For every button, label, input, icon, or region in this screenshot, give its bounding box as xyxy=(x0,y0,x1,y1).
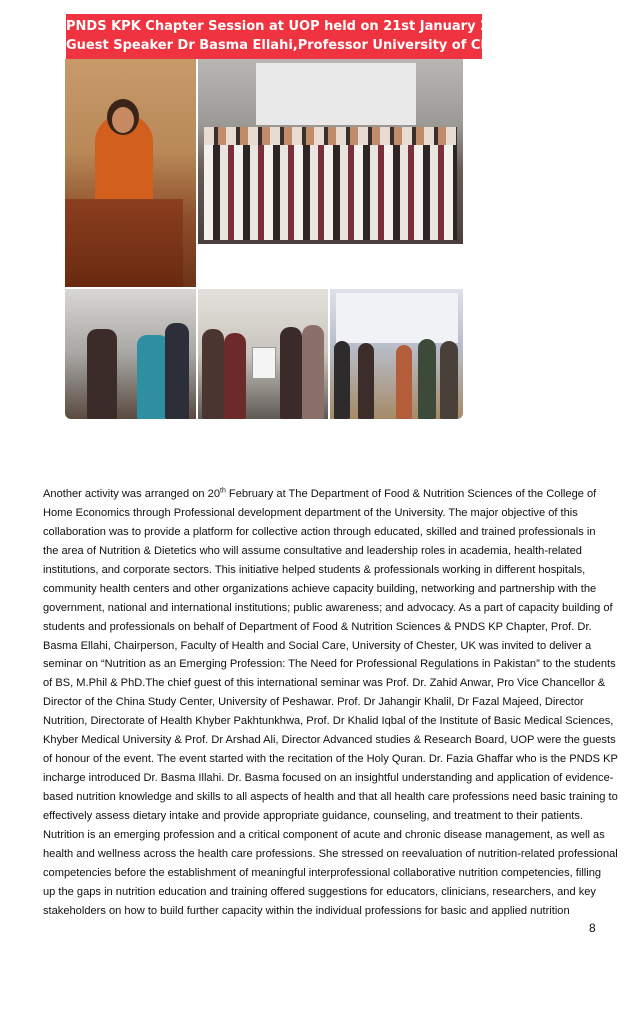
speaker-face xyxy=(112,107,134,133)
ordinal-suffix: th xyxy=(220,487,226,495)
article-line: Basma Ellahi, Chairperson, Faculty of Health and Social Care, University of Chester, UK was invited to deliver a xyxy=(43,639,592,652)
article-line: of BS, M.Phil & PhD.The chief guest of this international seminar was Prof. Dr. Zahid Anwar, Pro Vice Chancellor & xyxy=(43,677,606,690)
plaque-photo xyxy=(198,289,328,419)
article-line: stakeholders on how to build further capacity within the individual professions for basic and applied nutrition xyxy=(43,904,570,917)
article-line: up the gaps in nutrition education and training offered suggestions for educators, clinicians, researchers, and key xyxy=(43,885,596,898)
person-figure xyxy=(302,325,324,419)
page-number: 8 xyxy=(589,921,596,935)
podium xyxy=(65,199,183,287)
person-figure xyxy=(396,345,412,419)
article-line: Nutrition, Directorate of Health Khyber Pakhtunkhwa, Prof. Dr Khalid Iqbal of the Institute of Basic Medical Sciences, xyxy=(43,715,614,728)
article-line-1-end: February at The Department of Food & Nutrition Sciences of the College of xyxy=(225,488,597,500)
article-line: students and professionals on behalf of Department of Food & Nutrition Sciences & PNDS KP Chapter, Prof. Dr. xyxy=(43,620,592,633)
group-crowd xyxy=(204,145,457,240)
article-line: competencies before the establishment of meaningful interprofessional collaborative nutrition competencies, filling xyxy=(43,866,602,879)
projector-screen xyxy=(256,63,416,125)
stage-screen xyxy=(336,293,458,343)
person-figure xyxy=(224,333,246,419)
article-line: health and wellness across the health care professions. She stressed on reevaluation of nutrition-related professional xyxy=(43,847,618,860)
article-line: collaboration was to provide a platform for collective action through educated, skilled and trained professionals in xyxy=(43,525,596,538)
person-figure xyxy=(280,327,302,419)
article-line: Home Economics through Professional development department of the University. The major objective of this xyxy=(43,506,578,519)
person-figure xyxy=(87,329,117,419)
plaque xyxy=(252,347,276,379)
banner-line-1: PNDS KPK Chapter Session at UOP held on 21st January 2023 xyxy=(66,19,517,34)
article-line: of honour of the event. The event started with the recitation of the Holy Quran. Dr. Fazia Ghaffar who is the PNDS KP xyxy=(43,753,618,766)
article-line-1-start: Another activity was arranged on 20 xyxy=(43,488,220,500)
article-line: based nutrition knowledge and skills to all aspects of health and that all health care professions need basic training to xyxy=(43,791,618,803)
title-banner xyxy=(66,14,553,59)
article-line: effectively assess dietary intake and provide appropriate guidance, counseling, and treatment to their patients. xyxy=(43,809,584,822)
article-line: the area of Nutrition & Dietetics who will assume consultative and leadership roles in academia, health-related xyxy=(43,544,582,557)
banner-line-2: Guest Speaker Dr Basma Ellahi,Professor University of Chester UK xyxy=(66,38,553,53)
speaker-photo xyxy=(65,59,196,287)
article-line: government, national and international institutions; public awareness; and advocacy. As a part of capacity building of xyxy=(43,601,613,614)
article-line xyxy=(43,485,603,504)
group-photo xyxy=(198,59,463,244)
article-line: institutions, and corporate sectors. This initiative helped students & professionals working in different hospitals, xyxy=(43,563,586,576)
article-line: seminar on “Nutrition as an Emerging Profession: The Need for Professional Regulations in Pakistan” to the students xyxy=(43,658,616,671)
person-figure xyxy=(358,343,374,419)
souvenir-photo xyxy=(65,289,196,419)
article-line: Director of the China Study Center, University of Peshawar. Prof. Dr Jahangir Khalil, Dr Fazal Majeed, Director xyxy=(43,696,584,709)
article-body xyxy=(43,485,618,921)
person-figure xyxy=(440,341,458,419)
article-line: Nutrition is an emerging profession and a critical component of acute and chronic disease management, as well as xyxy=(43,828,605,841)
person-figure xyxy=(334,341,350,419)
person-figure xyxy=(202,329,224,419)
person-figure xyxy=(418,339,436,419)
article-line: community health centers and other organizations achieve capacity building, networking and partnership with the xyxy=(43,582,597,595)
article-line: Khyber Medical University & Prof. Dr Arshad Ali, Director Advanced studies & Research Board, UOP were the guests xyxy=(43,734,616,747)
person-figure xyxy=(165,323,189,419)
photo-collage xyxy=(65,59,463,419)
article-line: incharge introduced Dr. Basma Illahi. Dr. Basma focused on an insightful understanding and application of evidence- xyxy=(43,772,614,785)
guests-photo xyxy=(330,289,463,419)
